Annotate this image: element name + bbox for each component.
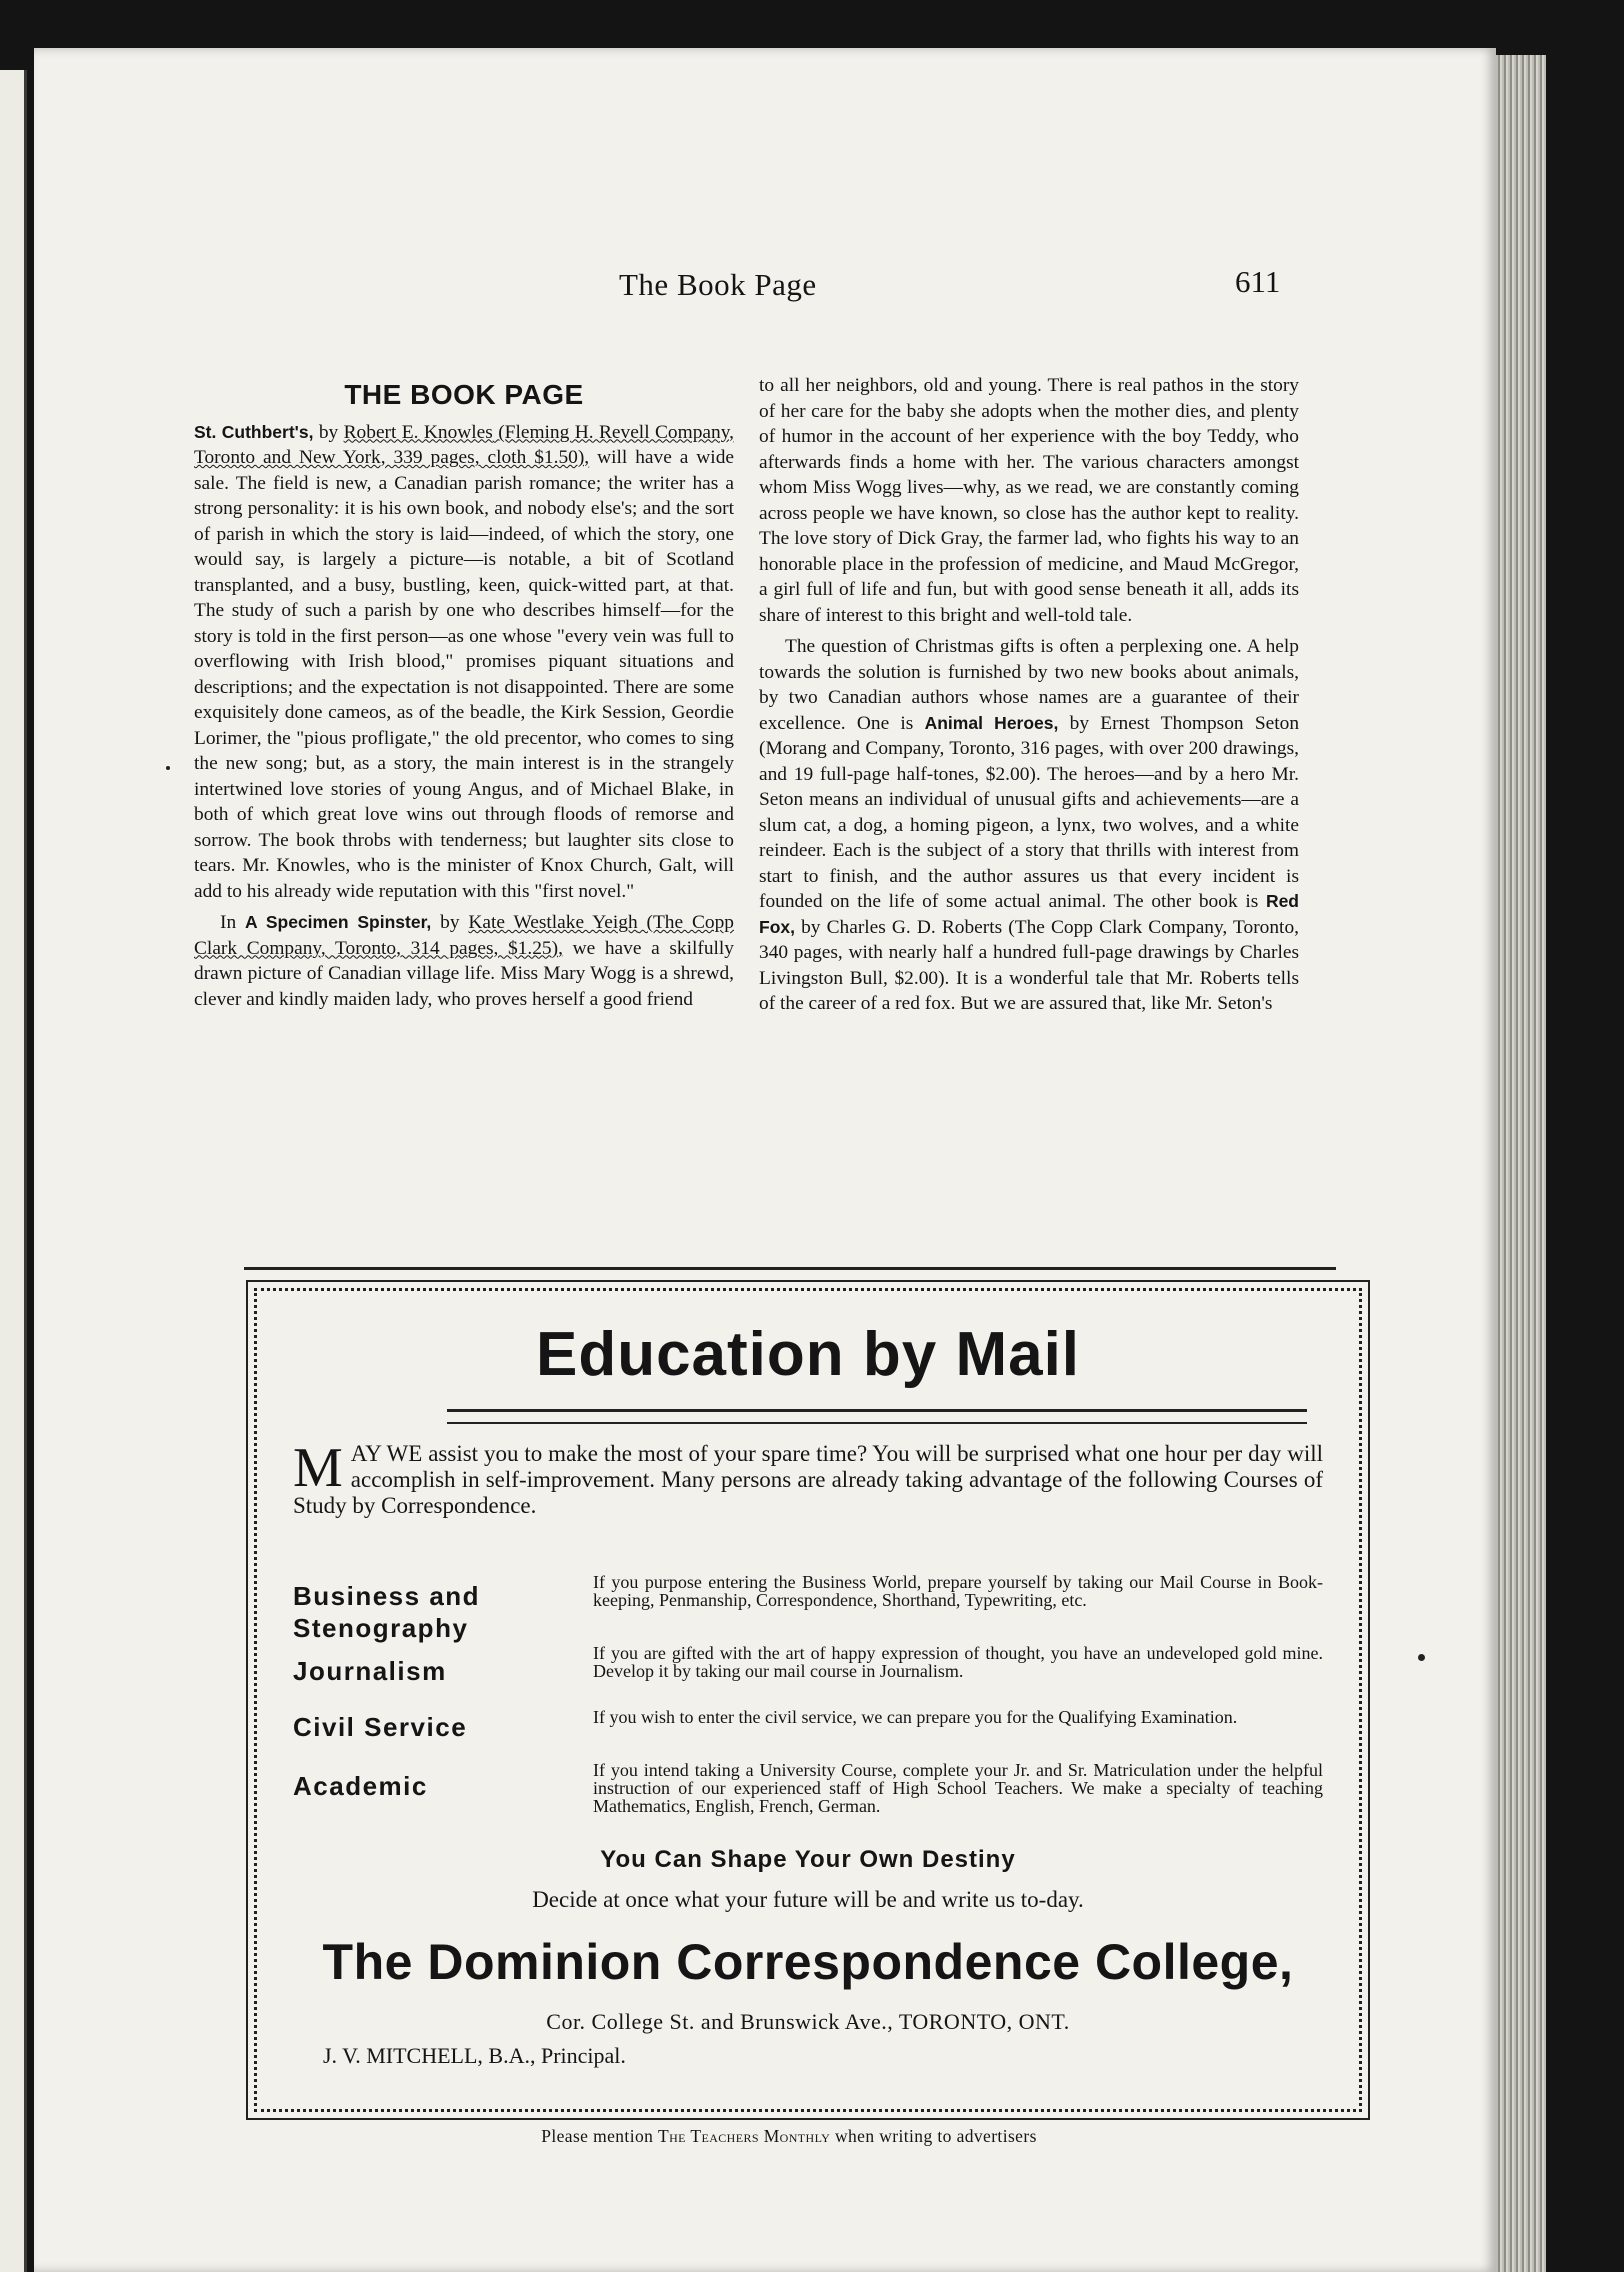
ad-headline: Education by Mail <box>535 1320 1081 1389</box>
running-head: The Book Page <box>619 267 817 302</box>
course-description: If you purpose entering the Business World, prepare yourself by taking our Mail Course in Book-keeping, Penmanship, Correspondence, Shorthand, Typewriting, etc. <box>593 1572 1323 1610</box>
book-title: St. Cuthbert's, <box>194 421 314 442</box>
ad-slogan: You Can Shape Your Own Destiny <box>600 1846 1016 1873</box>
course-name: Journalism <box>293 1656 447 1686</box>
review-text: The question of Christmas gifts is often a perplexing one. A help towards the solution is furnished by two new books about animals, by two Canadian authors whose names are a guarantee of their excellence. One is <box>759 636 1299 734</box>
scan-speck <box>1418 1654 1425 1661</box>
article-column-left <box>194 379 734 1012</box>
book-title: A Specimen Spinster, <box>245 912 432 932</box>
course-description: If you are gifted with the art of happy expression of thought, you have an undeveloped gold mine. Develop it by taking our mail course in Journalism. <box>593 1643 1323 1681</box>
ad-intro <box>293 1437 1323 1519</box>
facing-page-edge <box>0 70 27 2272</box>
publication-name: The Teachers Monthly <box>658 2126 831 2146</box>
review-text: we have a skilfully drawn picture of Canadian village life. Miss Mary Wogg is a shrewd, clever and kindly maiden lady, who proves herself a good friend <box>194 937 734 1010</box>
footer-text: when writing to advertisers <box>830 2126 1037 2146</box>
author-name: Kate Westlake Yeigh <box>468 912 638 933</box>
college-name: The Dominion Correspondence College, <box>322 1934 1294 1990</box>
section-title: THE BOOK PAGE <box>344 379 584 410</box>
principal-name: J. V. MITCHELL, B.A., Principal. <box>323 2043 626 2068</box>
drop-initial: M <box>293 1437 343 1499</box>
by-text: by <box>431 912 469 933</box>
course-name: Academic <box>293 1771 428 1801</box>
section-divider <box>244 1267 1336 1270</box>
publisher-info: (The Copp Clark Company, Toronto, 314 pages, $1.25), <box>194 912 734 959</box>
book-title: Red Fox, <box>759 891 1299 937</box>
by-text: by <box>313 421 344 443</box>
review-text: by Ernest Thompson Seton (Morang and Company, Toronto, 316 pages, with over 200 drawings, and 19 full-page half-tones, $2.00). The heroes—and by a hero Mr. Seton means an individual of unusual gifts and achievements—are a slum cat, a dog, a homing pigeon, a lynx, two wolves, and a white reindeer. Each is the subject of a story that thrills with interest from start to finish, and the author assures us that every incident is founded on the life of some actual animal. The other book is <box>759 712 1300 912</box>
article-column-right <box>759 373 1299 1017</box>
review-text: will have a wide sale. The field is new, a Canadian parish romance; the writer has a strong personality: it is his own book, and nobody else's; and the sort of parish in which the story is laid—indeed, of which the story, one would say, is largely a picture—is notable, a bit of Scotland transplanted, and a busy, bustling, keen, quick-witted part, at that. The study of such a parish by one who describes himself—for the story is told in the first person—as one whose "every vein was full to overflowing with Irish blood," promises piquant situations and descriptions; and the expectation is not disappointed. There are some exquisitely done cameos, as of the beadle, the Kirk Session, Geordie Lorimer, the "pious profligate," the old precentor, who comes to sing the new song; but, as a story, the main interest is in the strangely intertwined love stories of young Angus, and of Michael Blake, in both of which great love wins out through floods of remorse and sorrow. The book throbs with tenderness; but laughter sits close to tears. Mr. Knowles, who is the minister of Knox Church, Galt, will add to his already wide reputation with this "first novel." <box>194 447 734 902</box>
page-stack-edge <box>1496 55 1546 2272</box>
page-number: 611 <box>1235 264 1281 299</box>
footer-note <box>34 2126 1544 2147</box>
advertisement-box <box>254 1288 1362 2112</box>
course-description: If you wish to enter the civil service, we can prepare you for the Qualifying Examination. <box>593 1707 1238 1727</box>
course-name-line2: Stenography <box>293 1613 469 1643</box>
scan-speck <box>166 766 170 770</box>
college-address: Cor. College St. and Brunswick Ave., TORONTO, ONT. <box>546 2009 1070 2034</box>
review-text: by Charles G. D. Roberts (The Copp Clark Company, Toronto, 340 pages, with nearly half a hundred full-page drawings by Charles Livingston Bull, $2.00). It is a wonderful tale that Mr. Roberts tells of the career of a red fox. But we are assured that, like Mr. Seton's <box>759 916 1299 1014</box>
in-text: In <box>220 912 245 933</box>
course-name: Business and <box>293 1581 481 1611</box>
ad-call-to-action: Decide at once what your future will be and write us to-day. <box>532 1887 1084 1912</box>
intro-text: AY WE assist you to make the most of your spare time? You will be surprised what one hour per day will accomplish in self-improvement. Many persons are already taking advantage of the following Courses of Study by Correspondence. <box>293 1441 1323 1518</box>
course-name: Civil Service <box>293 1712 468 1742</box>
review-st-cuthberts <box>194 420 734 905</box>
author-name: Robert E. Knowles <box>343 421 493 443</box>
book-title: Animal Heroes, <box>924 712 1059 733</box>
review-specimen-spinster <box>194 910 734 1012</box>
headline-rule <box>447 1409 1307 1424</box>
magazine-page <box>34 48 1496 2272</box>
review-animal-books <box>759 634 1299 1017</box>
course-description: If you intend taking a University Course, complete your Jr. and Sr. Matriculation under the helpful instruction of our experienced staff of High School Teachers. We make a specialty of teaching Mathematics, English, French, German. <box>593 1760 1323 1816</box>
review-continuation: to all her neighbors, old and young. There is real pathos in the story of her care for the baby she adopts when the mother dies, and plenty of humor in the account of her experience with the boy Teddy, who afterwards finds a home with her. The various characters amongst whom Miss Wogg lives—why, as we read, we are constantly coming across people we have known, so close has the author kept to reality. The love story of Dick Gray, the farmer lad, who fights his way to an honorable place in the profession of medicine, and Maud McGregor, a girl full of life and fun, but with good sense beneath it all, adds its share of interest to this bright and well-told tale. <box>759 375 1299 626</box>
publisher-info: (Fleming H. Revell Company, Toronto and New York, 339 pages, cloth $1.50), <box>194 421 734 468</box>
footer-text: Please mention <box>541 2126 659 2146</box>
